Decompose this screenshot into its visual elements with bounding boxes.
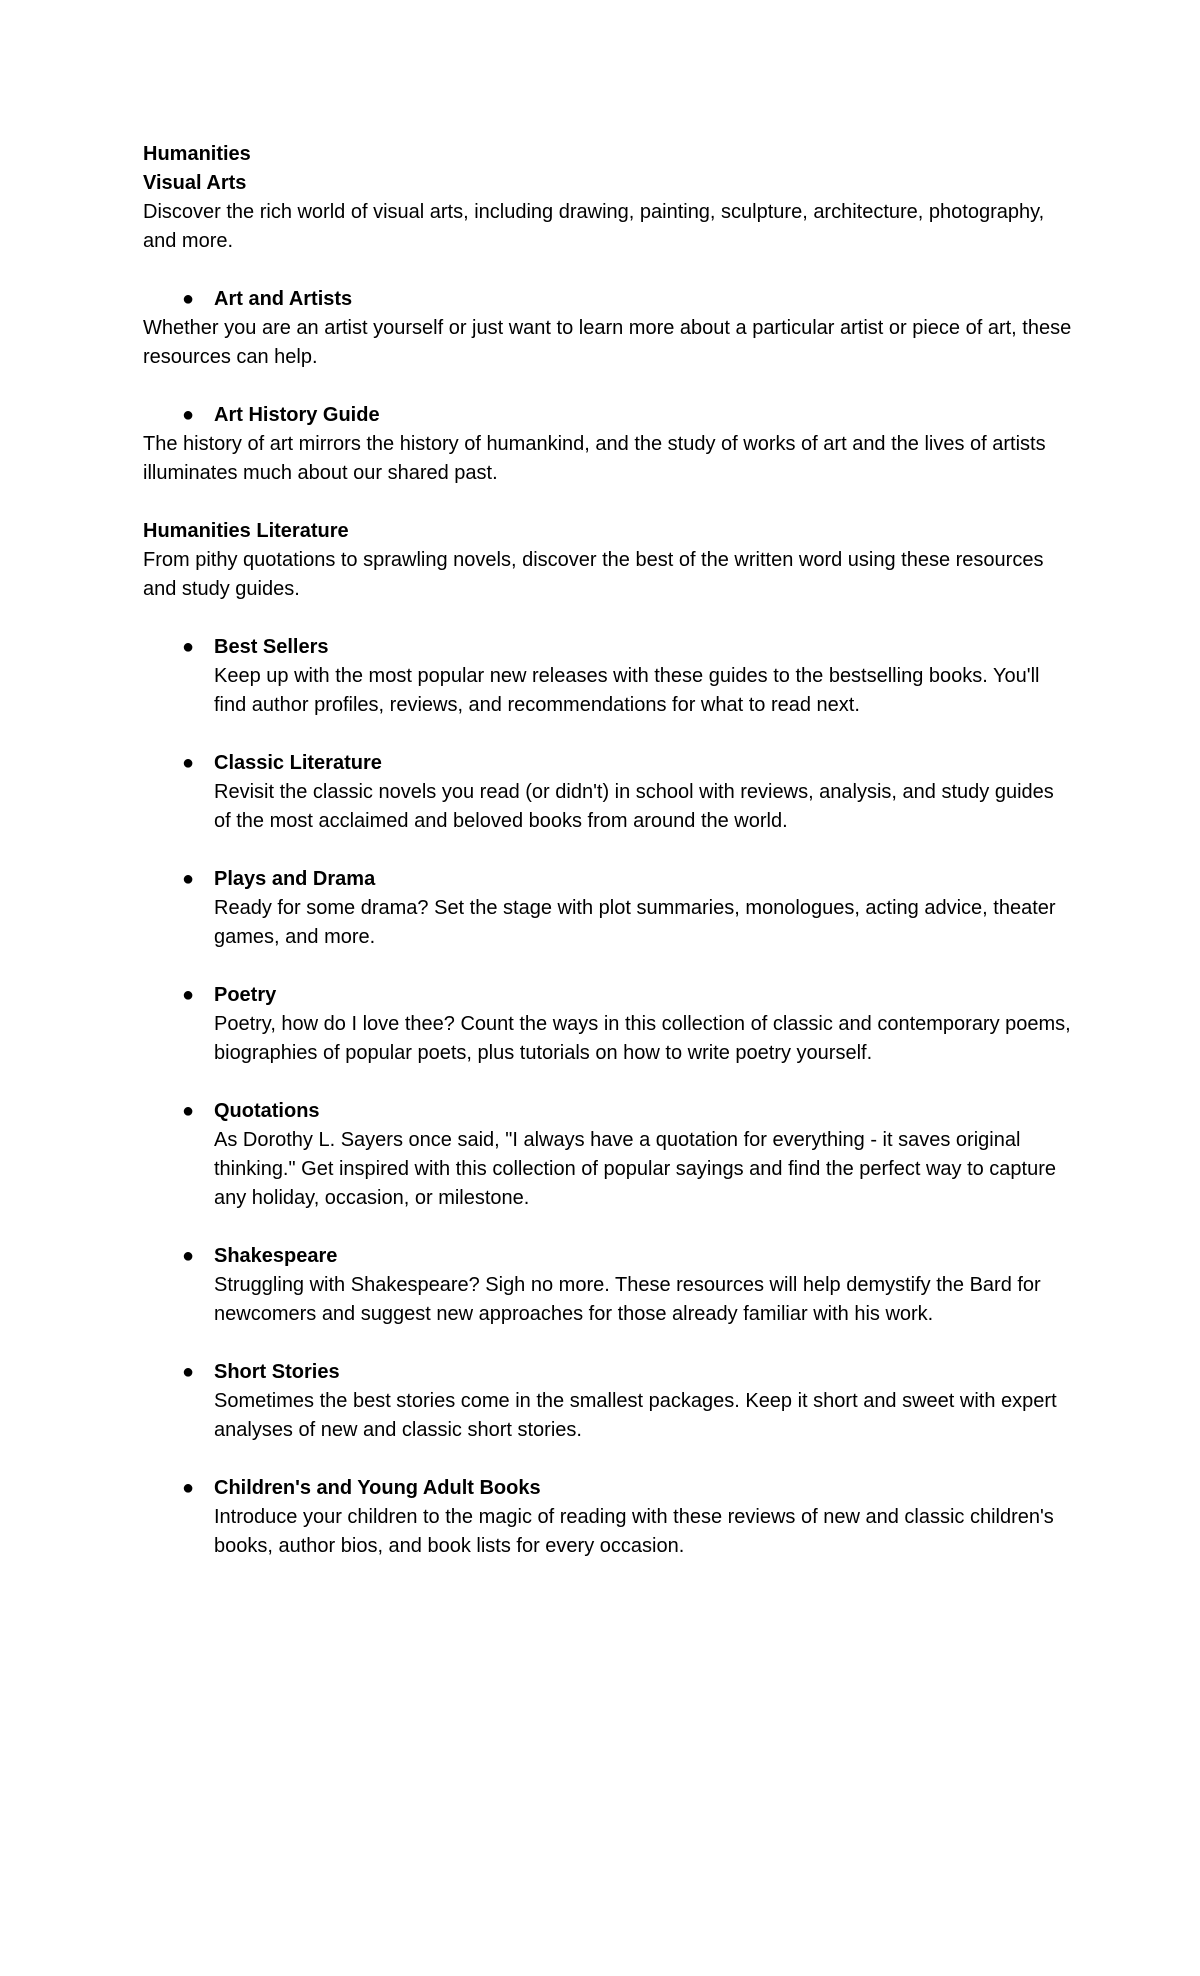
list-item-description: Sometimes the best stories come in the smallest packages. Keep it short and sweet with expert analyses of new and classic short stories. bbox=[214, 1390, 1057, 1441]
list-item-description: As Dorothy L. Sayers once said, "I always have a quotation for everything - it saves original thinking." Get inspired with this collection of popular sayings and find the perfect way to capture any holiday, occasion, or milestone. bbox=[214, 1129, 1057, 1209]
list-item-title: Children's and Young Adult Books bbox=[214, 1477, 541, 1499]
list-item-quotations bbox=[143, 1097, 1073, 1213]
list-item-poetry bbox=[143, 981, 1073, 1068]
list-item-title: Short Stories bbox=[214, 1361, 340, 1383]
list-item-classic-literature bbox=[143, 749, 1073, 836]
list-item-title: Poetry bbox=[214, 984, 277, 1006]
spacer bbox=[143, 488, 1073, 517]
bullet-icon: ● bbox=[181, 752, 195, 774]
spacer bbox=[143, 604, 1073, 633]
list-item-title: Classic Literature bbox=[214, 752, 382, 774]
spacer bbox=[143, 836, 1073, 865]
literature-title: Humanities Literature bbox=[143, 520, 349, 542]
list-item-description: Poetry, how do I love thee? Count the ways in this collection of classic and contemporary poems, biographies of popular poets, plus tutorials on how to write poetry yourself. bbox=[214, 1013, 1071, 1064]
bullet-icon: ● bbox=[181, 1245, 195, 1267]
document-content bbox=[143, 140, 1073, 1561]
list-item-title: Best Sellers bbox=[214, 636, 329, 658]
spacer bbox=[143, 1445, 1073, 1474]
list-item-art-history-guide bbox=[143, 401, 1073, 430]
list-item-description: Struggling with Shakespeare? Sigh no more. These resources will help demystify the Bard for newcomers and suggest new approaches for those already familiar with his work. bbox=[214, 1274, 1041, 1325]
list-item-description: Revisit the classic novels you read (or didn't) in school with reviews, analysis, and study guides of the most acclaimed and beloved books from around the world. bbox=[214, 781, 1054, 832]
list-item-art-and-artists bbox=[143, 285, 1073, 314]
spacer bbox=[143, 256, 1073, 285]
bullet-icon: ● bbox=[181, 404, 195, 426]
list-item-title: Quotations bbox=[214, 1100, 320, 1122]
list-item-description: Introduce your children to the magic of reading with these reviews of new and classic children's books, author bios, and book lists for every occasion. bbox=[214, 1506, 1054, 1557]
spacer bbox=[143, 952, 1073, 981]
bullet-icon: ● bbox=[181, 984, 195, 1006]
visual-arts-title: Visual Arts bbox=[143, 172, 247, 194]
list-item-description: The history of art mirrors the history of humankind, and the study of works of art and the lives of artists illuminates much about our shared past. bbox=[143, 433, 1046, 484]
list-item-description: Keep up with the most popular new releases with these guides to the bestselling books. You'll find author profiles, reviews, and recommendations for what to read next. bbox=[214, 665, 1040, 716]
list-item-plays-and-drama bbox=[143, 865, 1073, 952]
page-heading: Humanities bbox=[143, 143, 251, 165]
visual-arts-intro: Discover the rich world of visual arts, including drawing, painting, sculpture, architecture, photography, and more. bbox=[143, 201, 1045, 252]
spacer bbox=[143, 720, 1073, 749]
spacer bbox=[143, 1213, 1073, 1242]
list-item-description: Whether you are an artist yourself or just want to learn more about a particular artist or piece of art, these resources can help. bbox=[143, 317, 1072, 368]
bullet-icon: ● bbox=[181, 868, 195, 890]
list-item-best-sellers bbox=[143, 633, 1073, 720]
list-item-title: Art History Guide bbox=[214, 404, 380, 426]
list-item-title: Plays and Drama bbox=[214, 868, 376, 890]
list-item-short-stories bbox=[143, 1358, 1073, 1445]
list-item-description: Ready for some drama? Set the stage with plot summaries, monologues, acting advice, theater games, and more. bbox=[214, 897, 1056, 948]
list-item-title: Shakespeare bbox=[214, 1245, 338, 1267]
spacer bbox=[143, 1329, 1073, 1358]
bullet-icon: ● bbox=[181, 1477, 195, 1499]
spacer bbox=[143, 372, 1073, 401]
bullet-icon: ● bbox=[181, 636, 195, 658]
bullet-icon: ● bbox=[181, 1361, 195, 1383]
literature-intro: From pithy quotations to sprawling novels, discover the best of the written word using these resources and study guides. bbox=[143, 549, 1044, 600]
bullet-icon: ● bbox=[181, 1100, 195, 1122]
list-item-shakespeare bbox=[143, 1242, 1073, 1329]
bullet-icon: ● bbox=[181, 288, 195, 310]
list-item-childrens-books bbox=[143, 1474, 1073, 1561]
list-item-title: Art and Artists bbox=[214, 288, 353, 310]
spacer bbox=[143, 1068, 1073, 1097]
